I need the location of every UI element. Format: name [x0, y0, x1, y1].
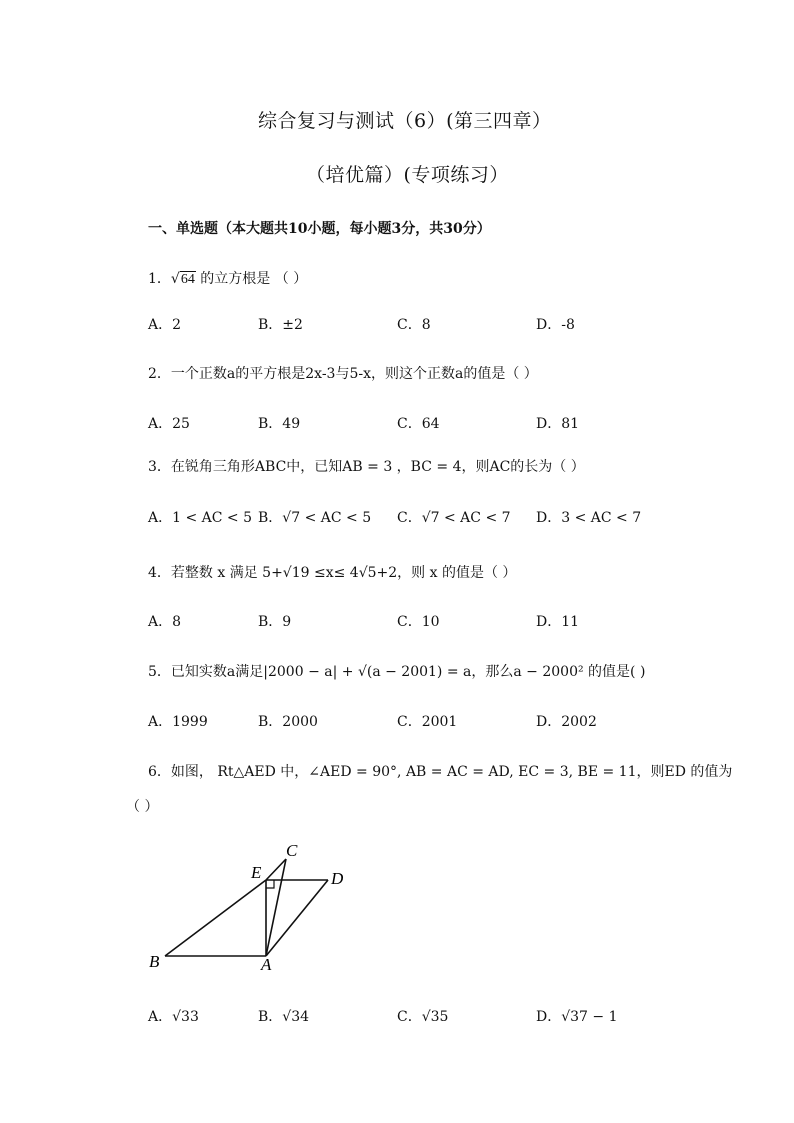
- question-text: 在锐角三角形ABC中，已知AB = 3 ，BC = 4，则AC的长为（ ）: [170, 459, 585, 475]
- question-5: [148, 661, 645, 681]
- q1-option-a: A．2: [148, 317, 182, 333]
- q2-option-a: A．25: [148, 416, 190, 432]
- right-angle-mark: [266, 880, 274, 888]
- label-b: B: [149, 952, 160, 971]
- q3-option-d: D．3 < AC < 7: [536, 510, 642, 526]
- q4-option-a: A．8: [148, 614, 182, 630]
- question-1: [148, 268, 307, 288]
- question-3: [148, 456, 585, 476]
- label-e: E: [251, 863, 262, 882]
- question-2: [148, 363, 538, 383]
- radicand: 64: [180, 272, 195, 287]
- segment-ac: [266, 859, 286, 956]
- q3-option-a: A．1 < AC < 5: [148, 510, 253, 526]
- q2-option-b: B．49: [258, 416, 301, 432]
- label-c: C: [286, 841, 298, 860]
- segment-ad: [266, 880, 328, 956]
- q2-option-c: C．64: [397, 416, 440, 432]
- q4-option-c: C．10: [397, 614, 440, 630]
- question-text: 已知实数a满足|2000 − a| + √(a − 2001) = a，那么a − 2000² 的值是( ): [170, 664, 646, 680]
- label-a: A: [261, 955, 272, 974]
- question-6: [148, 761, 732, 781]
- q5-option-c: C．2001: [397, 714, 458, 730]
- question-number: 1．: [148, 271, 171, 287]
- q1-option-b: B．±2: [258, 317, 303, 333]
- segment-be: [165, 880, 266, 956]
- q3-option-b: B．√7 < AC < 5: [258, 510, 372, 526]
- q6-option-b: B．√34: [258, 1009, 310, 1025]
- question-6-continuation: （ ）: [126, 799, 159, 815]
- question-text: 的立方根是 （ ）: [195, 271, 308, 287]
- q6-option-c: C．√35: [397, 1009, 449, 1025]
- label-d: D: [331, 869, 344, 888]
- q4-option-d: D．11: [536, 614, 580, 630]
- q4-option-b: B．9: [258, 614, 292, 630]
- question-number: 5．: [148, 664, 171, 680]
- question-text: 一个正数a的平方根是2x-3与5-x，则这个正数a的值是（ ）: [170, 366, 538, 382]
- q6-option-a: A．√33: [148, 1009, 199, 1025]
- q5-option-a: A．1999: [148, 714, 208, 730]
- q5-option-d: D．2002: [536, 714, 597, 730]
- q6-option-d: D．√37 − 1: [536, 1009, 618, 1025]
- question-text: 如图， Rt△AED 中，∠AED = 90°, AB = AC = AD, EC = 3, BE = 11，则ED 的值为: [170, 764, 733, 780]
- section-heading: 一、单选题（本大题共10小题，每小题3分，共30分）: [148, 221, 491, 237]
- q1-option-c: C．8: [397, 317, 431, 333]
- question-4: [148, 562, 516, 582]
- q2-option-d: D．81: [536, 416, 580, 432]
- question-number: 4．: [148, 565, 171, 581]
- q5-option-b: B．2000: [258, 714, 318, 730]
- q3-option-c: C．√7 < AC < 7: [397, 510, 511, 526]
- page-subtitle: （培优篇）(专项练习）: [306, 164, 509, 186]
- geometry-figure: [140, 835, 360, 975]
- question-number: 2．: [148, 366, 171, 382]
- question-number: 3．: [148, 459, 171, 475]
- page-title: 综合复习与测试（6）(第三四章）: [258, 110, 552, 132]
- sqrt-expression: √64: [170, 271, 195, 287]
- question-number: 6．: [148, 764, 171, 780]
- q1-option-d: D．-8: [536, 317, 575, 333]
- question-text: 若整数 x 满足 5+√19 ≤x≤ 4√5+2，则 x 的值是（ ）: [170, 565, 517, 581]
